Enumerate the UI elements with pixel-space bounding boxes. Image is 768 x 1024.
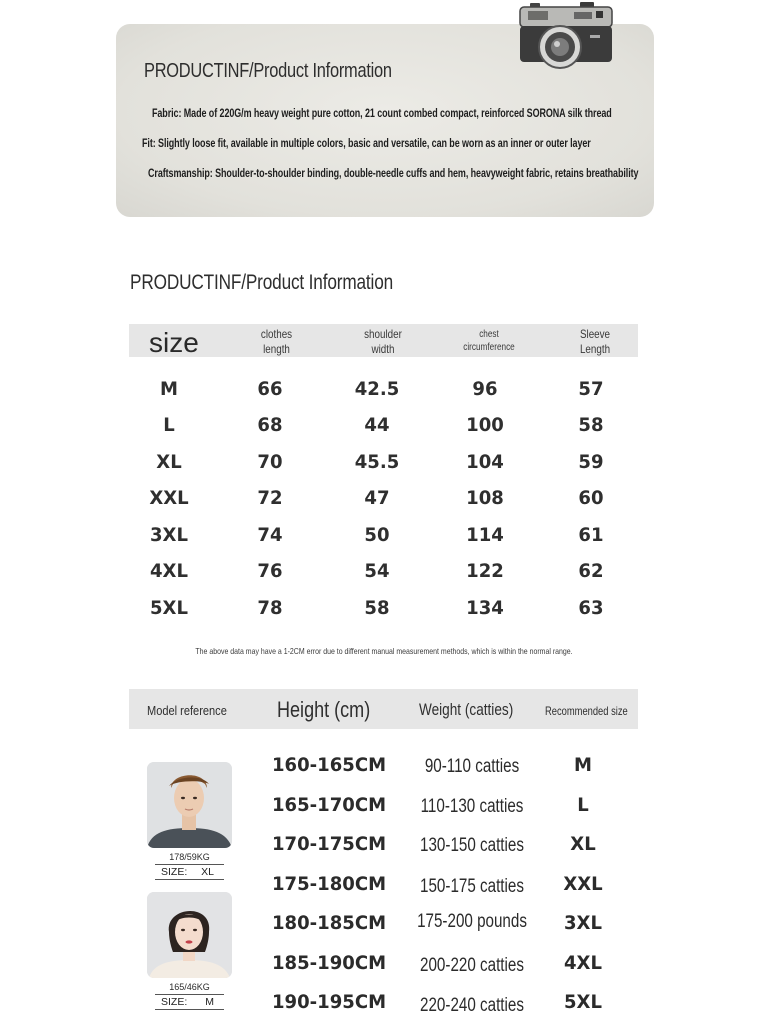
recommendation-row-4xl (260, 952, 640, 980)
cell-height: 165-170CM (272, 794, 387, 816)
male-model-photo (147, 762, 232, 848)
size-row-5xl (129, 597, 638, 627)
cell-sleeve: 58 (578, 414, 604, 436)
header-sleeve-length (570, 327, 619, 357)
cell-chest: 122 (466, 560, 504, 582)
model-stats: 165/46KG (169, 982, 210, 992)
size-chart-title: PRODUCTINF/Product Information (130, 271, 394, 294)
cell-shoulder: 47 (364, 487, 390, 509)
size-row-xxl (129, 487, 638, 517)
cell-height: 160-165CM (272, 754, 387, 776)
cell-size: 5XL (150, 597, 188, 619)
female-model-photo (147, 892, 232, 978)
header-chest-circumference (453, 328, 525, 354)
cell-height: 180-185CM (272, 912, 387, 934)
cell-sleeve: 57 (578, 378, 604, 400)
cell-size: 3XL (150, 524, 188, 546)
cell-length: 66 (257, 378, 283, 400)
model-card-female (147, 892, 232, 1011)
size-row-m (129, 378, 638, 408)
header-shoulder-width-line1: shoulder (364, 327, 402, 341)
header-recommended-size: Recommended size (545, 704, 628, 718)
recommendation-row-m (260, 754, 640, 782)
cell-chest: 100 (466, 414, 504, 436)
cell-shoulder: 54 (364, 560, 390, 582)
cell-height: 170-175CM (272, 833, 387, 855)
cell-length: 78 (257, 597, 283, 619)
cell-shoulder: 44 (364, 414, 390, 436)
cell-size: XXL (149, 487, 189, 509)
header-sleeve-length-line2: Length (579, 342, 611, 356)
recommendation-row-xl (260, 833, 640, 861)
fabric-description: Fabric: Made of 220G/m heavy weight pure cotton, 21 count combed compact, reinforced SORONA silk thread (152, 108, 612, 120)
header-clothes-length-line2: length (263, 342, 290, 356)
cell-chest: 104 (466, 451, 504, 473)
size-chart-header (129, 324, 638, 357)
size-row-4xl (129, 560, 638, 590)
cell-height: 185-190CM (272, 952, 387, 974)
cell-recommended-size: M (574, 754, 592, 776)
cell-shoulder: 50 (364, 524, 390, 546)
size-row-3xl (129, 524, 638, 554)
cell-weight: 220-240 catties (420, 995, 524, 1016)
model-size-label: SIZE: (161, 866, 188, 878)
header-clothes-length-line1: clothes (260, 327, 293, 341)
cell-height: 190-195CM (272, 991, 387, 1013)
header-chest-line2: circumference (463, 342, 515, 353)
model-size-value: M (205, 996, 214, 1008)
cell-shoulder: 42.5 (354, 378, 400, 400)
cell-weight: 130-150 catties (420, 835, 524, 856)
cell-recommended-size: XL (570, 833, 596, 855)
cell-sleeve: 60 (578, 487, 604, 509)
cell-weight: 150-175 catties (420, 876, 524, 897)
cell-height: 175-180CM (272, 873, 387, 895)
cell-weight: 110-130 catties (420, 796, 524, 817)
header-height: Height (cm) (277, 697, 371, 722)
model-stats: 178/59KG (169, 852, 210, 862)
size-row-xl (129, 451, 638, 481)
header-chest-line1: chest (479, 329, 499, 340)
craftsmanship-description: Craftsmanship: Shoulder-to-shoulder binding, double-needle cuffs and hem, heavyweight fabric, retains breathability (148, 168, 639, 180)
header-clothes-length (246, 327, 308, 357)
recommendation-row-3xl (260, 912, 640, 940)
cell-size: M (160, 378, 178, 400)
cell-length: 76 (257, 560, 283, 582)
cell-size: XL (156, 451, 182, 473)
model-size (147, 996, 232, 1008)
recommendation-header (129, 689, 638, 729)
fit-description: Fit: Slightly loose fit, available in multiple colors, basic and versatile, can be worn as an inner or outer layer (142, 138, 591, 150)
cell-chest: 114 (466, 524, 504, 546)
cell-length: 68 (257, 414, 283, 436)
model-size (147, 866, 232, 878)
header-weight: Weight (catties) (419, 700, 514, 719)
model-card-male (147, 762, 232, 881)
header-shoulder-width (352, 327, 414, 357)
size-row-l (129, 414, 638, 444)
header-model-reference: Model reference (147, 703, 227, 718)
divider (155, 864, 224, 865)
cell-recommended-size: 4XL (564, 952, 602, 974)
header-size: size (149, 327, 199, 358)
cell-recommended-size: L (577, 794, 589, 816)
cell-recommended-size: XXL (563, 873, 603, 895)
recommendation-row-xxl (260, 873, 640, 901)
cell-weight: 175-200 pounds (417, 911, 527, 932)
cell-sleeve: 62 (578, 560, 604, 582)
cell-recommended-size: 3XL (564, 912, 602, 934)
recommendation-row-l (260, 794, 640, 822)
header-sleeve-length-line1: Sleeve (579, 327, 611, 341)
cell-sleeve: 61 (578, 524, 604, 546)
cell-length: 74 (257, 524, 283, 546)
cell-chest: 134 (466, 597, 504, 619)
model-size-label: SIZE: (161, 996, 188, 1008)
cell-length: 72 (257, 487, 283, 509)
cell-chest: 96 (472, 378, 498, 400)
product-info-title: PRODUCTINF/Product Information (144, 60, 392, 82)
cell-shoulder: 45.5 (354, 451, 400, 473)
header-shoulder-width-line2: width (371, 342, 395, 356)
recommendation-row-5xl (260, 991, 640, 1019)
divider (155, 879, 224, 880)
vintage-camera-icon (518, 2, 614, 70)
cell-weight: 200-220 catties (420, 955, 524, 976)
cell-sleeve: 63 (578, 597, 604, 619)
cell-weight: 90-110 catties (424, 756, 520, 777)
measurement-note: The above data may have a 1-2CM error due to different manual measurement methods, which is within the normal range. (195, 646, 573, 656)
divider (155, 1009, 224, 1010)
cell-size: 4XL (150, 560, 188, 582)
cell-length: 70 (257, 451, 283, 473)
cell-shoulder: 58 (364, 597, 390, 619)
cell-recommended-size: 5XL (564, 991, 602, 1013)
cell-sleeve: 59 (578, 451, 604, 473)
divider (155, 994, 224, 995)
model-size-value: XL (201, 866, 214, 878)
cell-chest: 108 (466, 487, 504, 509)
cell-size: L (163, 414, 175, 436)
